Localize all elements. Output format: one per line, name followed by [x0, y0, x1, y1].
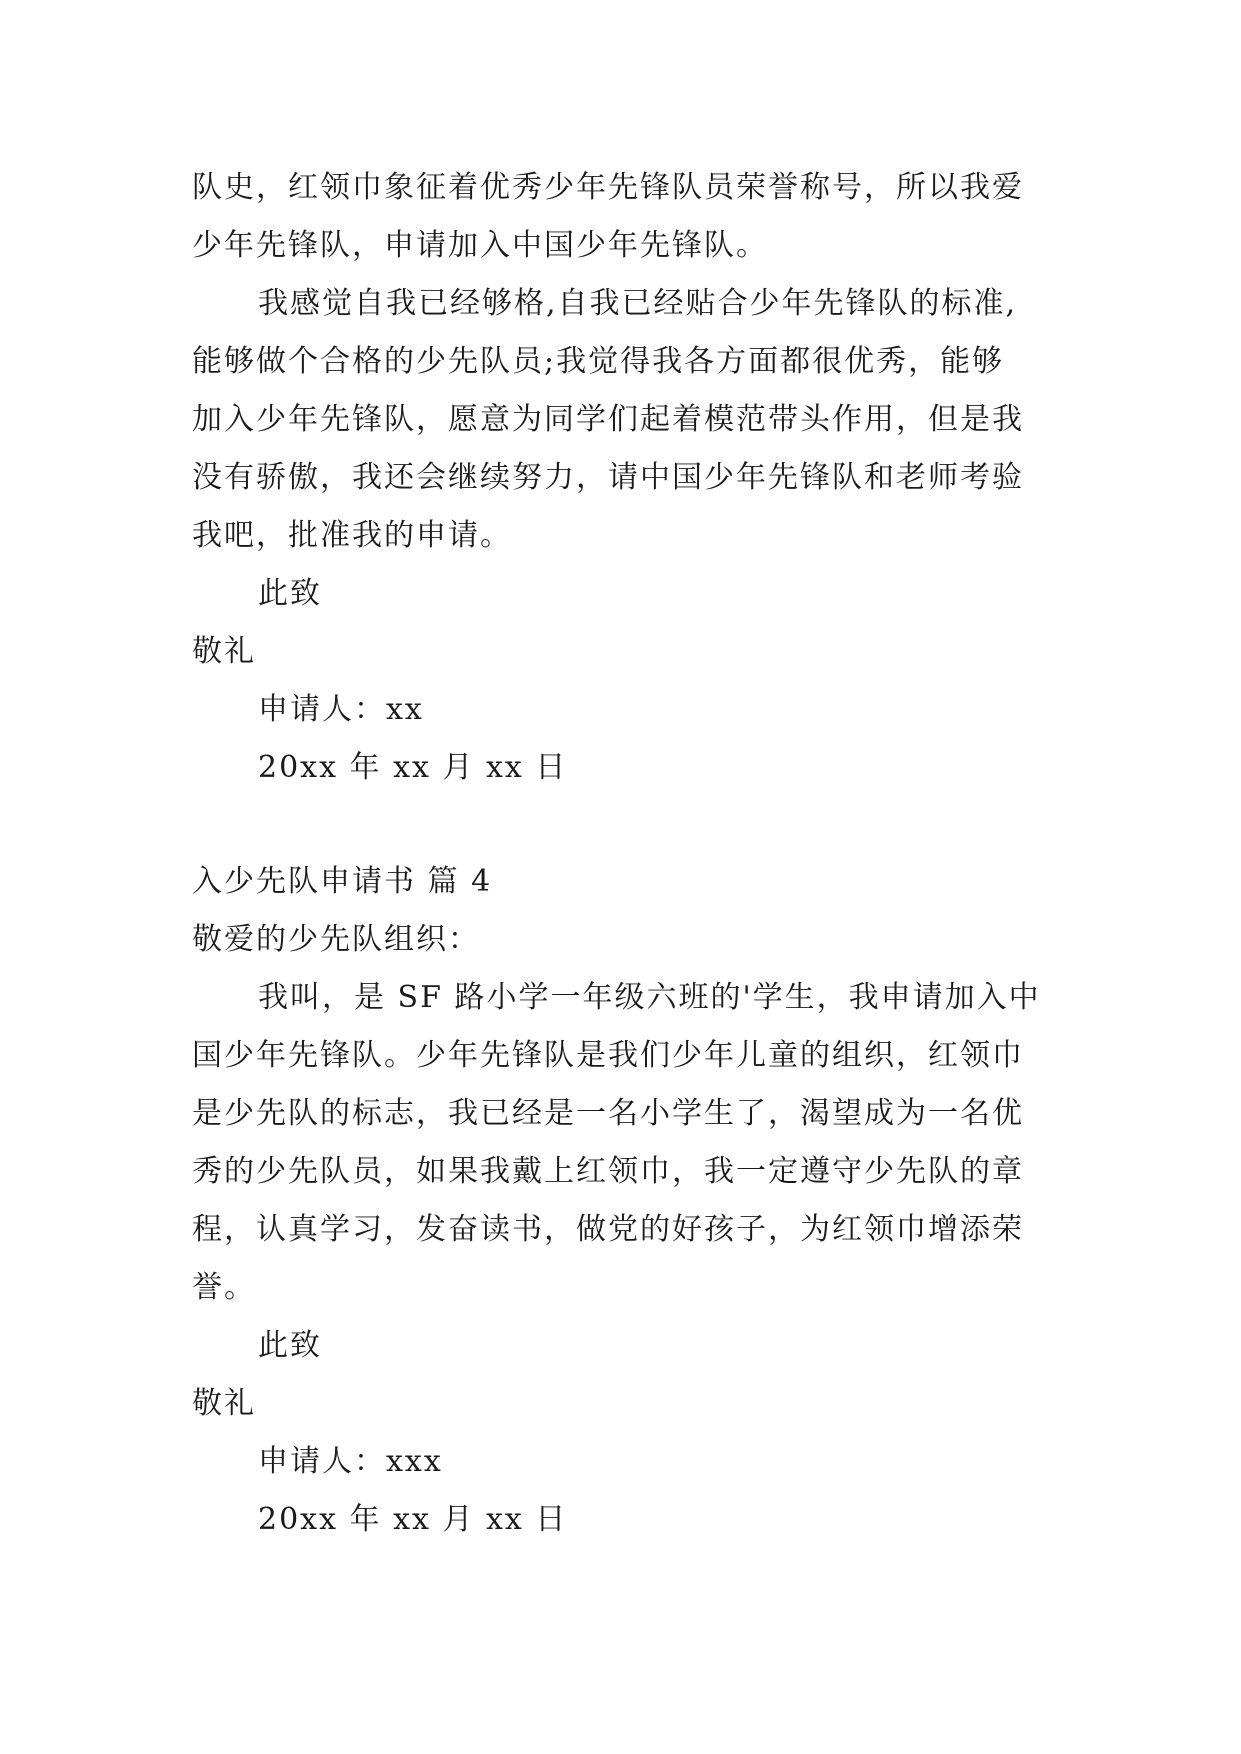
paragraph-line: 队史，红领巾象征着优秀少年先锋队员荣誉称号，所以我爱 — [192, 170, 1024, 205]
paragraph-line: 我吧，批准我的申请。 — [192, 518, 512, 553]
paragraph-line: 少年先锋队，申请加入中国少年先锋队。 — [192, 228, 768, 263]
paragraph-line: 秀的少先队员，如果我戴上红领巾，我一定遵守少先队的章 — [192, 1154, 1024, 1189]
greeting-text: 敬爱的少先队组织： — [192, 922, 480, 957]
applicant-signature: 申请人：xxx — [258, 1444, 443, 1479]
salute-text: 敬礼 — [192, 1386, 256, 1421]
section-heading: 入少先队申请书 篇 4 — [192, 864, 493, 899]
paragraph-line: 我感觉自我已经够格,自我已经贴合少年先锋队的标准, — [258, 286, 1018, 321]
date-text: 20xx 年 xx 月 xx 日 — [258, 750, 568, 785]
salute-text: 敬礼 — [192, 634, 256, 669]
paragraph-line: 是少先队的标志，我已经是一名小学生了，渴望成为一名优 — [192, 1096, 1024, 1131]
applicant-signature: 申请人：xx — [258, 692, 424, 727]
closing-text: 此致 — [258, 576, 322, 611]
paragraph-line: 没有骄傲，我还会继续努力，请中国少年先锋队和老师考验 — [192, 460, 1024, 495]
closing-text: 此致 — [258, 1328, 322, 1363]
paragraph-line: 加入少年先锋队，愿意为同学们起着模范带头作用，但是我 — [192, 402, 1024, 437]
paragraph-line: 能够做个合格的少先队员;我觉得我各方面都很优秀，能够 — [192, 344, 1005, 379]
paragraph-line: 我叫，是 SF 路小学一年级六班的'学生，我申请加入中 — [258, 980, 1041, 1015]
date-text: 20xx 年 xx 月 xx 日 — [258, 1502, 568, 1537]
paragraph-line: 国少年先锋队。少年先锋队是我们少年儿童的组织，红领巾 — [192, 1038, 1024, 1073]
paragraph-line: 程，认真学习，发奋读书，做党的好孩子，为红领巾增添荣 — [192, 1212, 1024, 1247]
paragraph-line: 誉。 — [192, 1270, 256, 1305]
